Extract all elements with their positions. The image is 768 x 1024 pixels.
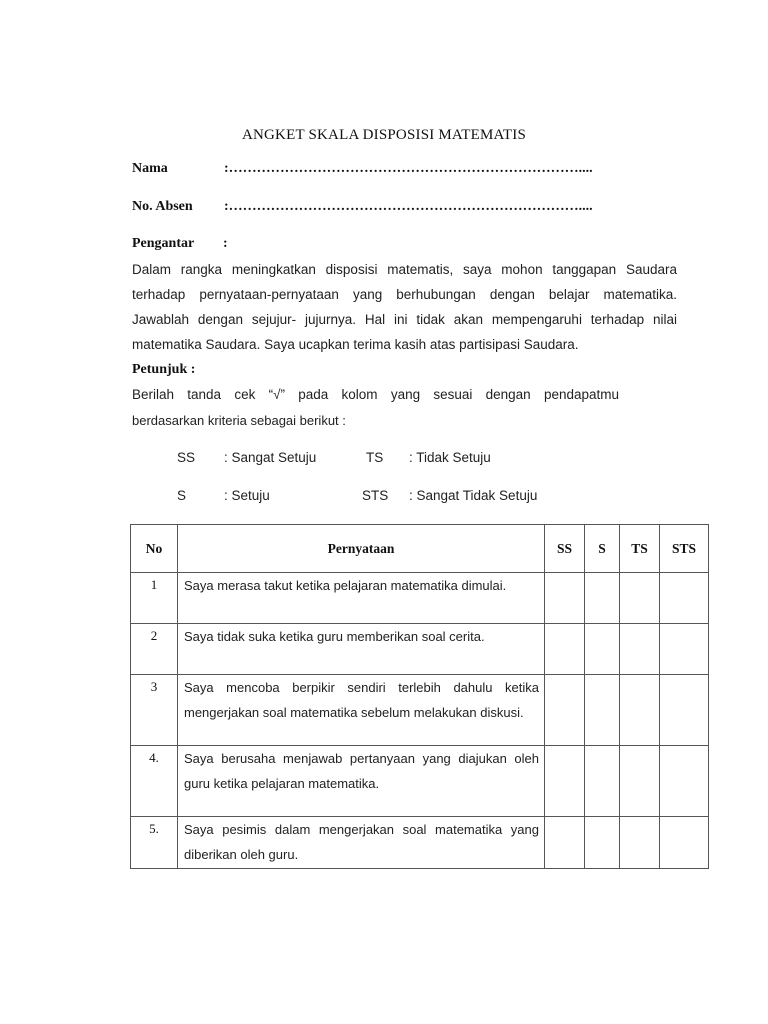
petunjuk-line-2: berdasarkan kriteria sebagai berikut : — [132, 413, 346, 428]
checkbox-ts[interactable] — [620, 573, 660, 624]
row-number: 4. — [131, 746, 178, 817]
checkbox-ts[interactable] — [620, 675, 660, 746]
header-sts: STS — [660, 525, 709, 573]
survey-table — [130, 524, 709, 869]
table-row — [131, 817, 709, 869]
row-number: 5. — [131, 817, 178, 869]
checkbox-ts[interactable] — [620, 817, 660, 869]
table-header-row — [131, 525, 709, 573]
legend-desc-s: : Setuju — [224, 488, 270, 503]
header-ss: SS — [545, 525, 585, 573]
statement-text: Saya pesimis dalam mengerjakan soal matematika yang diberikan oleh guru. — [178, 817, 545, 869]
checkbox-ss[interactable] — [545, 675, 585, 746]
row-number: 1 — [131, 573, 178, 624]
checkbox-ts[interactable] — [620, 746, 660, 817]
checkbox-ts[interactable] — [620, 624, 660, 675]
checkbox-s[interactable] — [585, 573, 620, 624]
legend-code-ts: TS — [366, 450, 384, 465]
name-field[interactable]: :………………………………………………………………….... — [224, 161, 593, 176]
legend-code-sts: STS — [362, 488, 389, 503]
document-title: ANGKET SKALA DISPOSISI MATEMATIS — [241, 127, 527, 143]
checkbox-s[interactable] — [585, 746, 620, 817]
petunjuk-heading: Petunjuk : — [132, 362, 196, 377]
pengantar-line-1: Dalam rangka meningkatkan disposisi matematis, saya mohon tanggapan Saudara — [132, 262, 677, 277]
checkbox-ss[interactable] — [545, 573, 585, 624]
legend-desc-ts: : Tidak Setuju — [409, 450, 491, 465]
checkbox-sts[interactable] — [660, 675, 709, 746]
checkbox-s[interactable] — [585, 675, 620, 746]
name-label: Nama — [132, 161, 168, 176]
pengantar-colon: : — [223, 236, 228, 251]
statement-text: Saya tidak suka ketika guru memberikan soal cerita. — [178, 624, 545, 675]
header-pernyataan: Pernyataan — [178, 525, 545, 573]
checkbox-sts[interactable] — [660, 624, 709, 675]
checkbox-ss[interactable] — [545, 624, 585, 675]
header-ts: TS — [620, 525, 660, 573]
legend-code-ss: SS — [177, 450, 196, 465]
header-no: No — [131, 525, 178, 573]
statement-text: Saya berusaha menjawab pertanyaan yang diajukan oleh guru ketika pelajaran matematika. — [178, 746, 545, 817]
row-number: 3 — [131, 675, 178, 746]
checkbox-sts[interactable] — [660, 573, 709, 624]
statement-text: Saya merasa takut ketika pelajaran matematika dimulai. — [178, 573, 545, 624]
legend-code-s: S — [177, 488, 187, 503]
absen-field[interactable]: :………………………………………………………………….... — [224, 199, 593, 214]
table-row — [131, 675, 709, 746]
table-row — [131, 573, 709, 624]
checkbox-sts[interactable] — [660, 817, 709, 869]
statement-text: Saya mencoba berpikir sendiri terlebih dahulu ketika mengerjakan soal matematika sebelum melakukan diskusi. — [178, 675, 545, 746]
header-s: S — [585, 525, 620, 573]
table-row — [131, 624, 709, 675]
legend-desc-sts: : Sangat Tidak Setuju — [409, 488, 538, 503]
absen-label: No. Absen — [132, 199, 193, 214]
row-number: 2 — [131, 624, 178, 675]
checkbox-ss[interactable] — [545, 746, 585, 817]
pengantar-line-3: Jawablah dengan sejujur- jujurnya. Hal ini tidak akan mempengaruhi terhadap nilai — [132, 312, 677, 327]
checkbox-ss[interactable] — [545, 817, 585, 869]
pengantar-line-2: terhadap pernyataan-pernyataan yang berhubungan dengan belajar matematika. — [132, 287, 677, 302]
pengantar-heading: Pengantar — [132, 236, 195, 251]
checkbox-sts[interactable] — [660, 746, 709, 817]
checkbox-s[interactable] — [585, 624, 620, 675]
legend-desc-ss: : Sangat Setuju — [224, 450, 317, 465]
petunjuk-line-1: Berilah tanda cek “√” pada kolom yang sesuai dengan pendapatmu — [132, 387, 619, 402]
table-row — [131, 746, 709, 817]
pengantar-line-4: matematika Saudara. Saya ucapkan terima kasih atas partisipasi Saudara. — [132, 337, 579, 352]
checkbox-s[interactable] — [585, 817, 620, 869]
